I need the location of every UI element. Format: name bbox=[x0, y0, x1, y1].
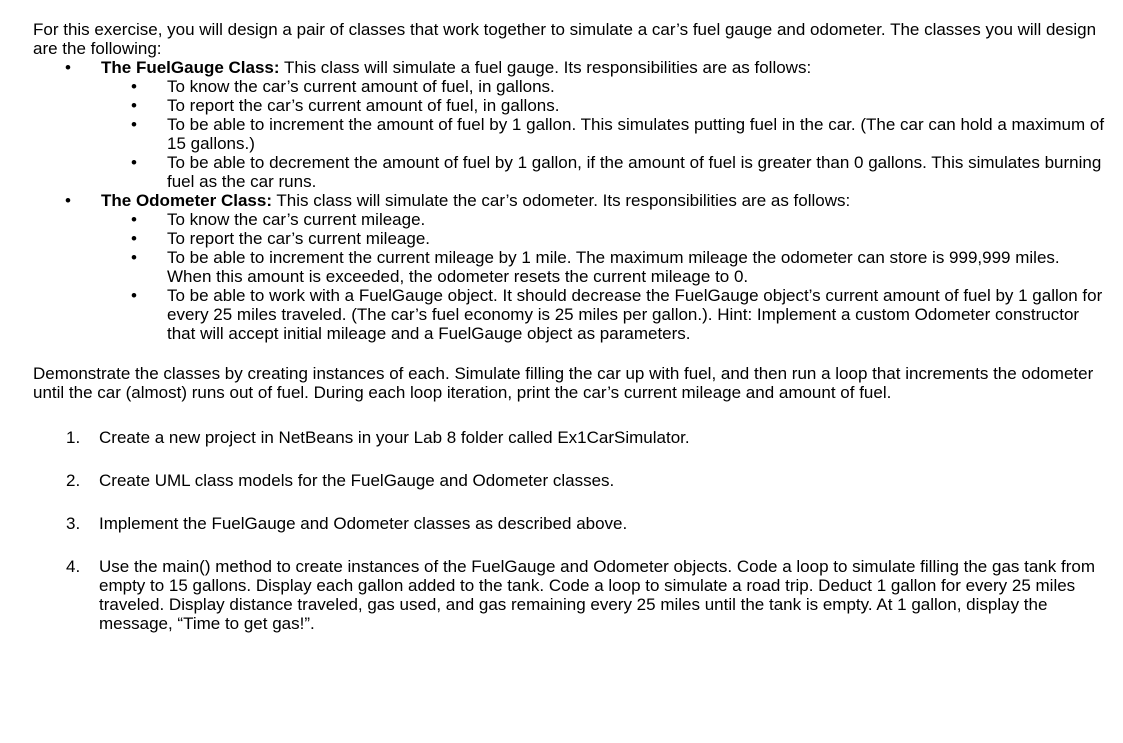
step-number: 4. bbox=[66, 557, 81, 576]
class-description-odometer: This class will simulate the car’s odometer. Its responsibilities are as follows: bbox=[272, 191, 851, 210]
assignment-document bbox=[33, 20, 1108, 633]
class-title-fuelgauge: The FuelGauge Class: bbox=[101, 58, 280, 77]
step-number: 1. bbox=[66, 428, 81, 447]
responsibility-item: • To know the car’s current mileage. bbox=[101, 210, 1108, 229]
demo-paragraph: Demonstrate the classes by creating instances of each. Simulate filling the car up with fuel, and then run a loop that increments the odometer until the car (almost) runs out of fuel. During each loop iteration, print the car’s current mileage and amount of fuel. bbox=[33, 364, 1094, 402]
step-item bbox=[33, 428, 1108, 447]
responsibility-item: • To be able to increment the current mileage by 1 mile. The maximum mileage the odometer can store is 999,999 miles. When this amount is exceeded, the odometer resets the current mileage to 0. bbox=[101, 248, 1108, 286]
responsibility-item: • To report the car’s current amount of fuel, in gallons. bbox=[101, 96, 1108, 115]
class-list bbox=[33, 58, 1108, 343]
step-number: 2. bbox=[66, 471, 81, 490]
step-text: Use the main() method to create instances of the FuelGauge and Odometer objects. Code a loop to simulate filling the gas tank from empty to 15 gallons. Display each gallon added to the tank. Code a loop to simulate a road trip. Deduct 1 gallon for every 25 miles traveled. Display distance traveled, gas used, and gas remaining every 25 miles until the tank is empty. At 1 gallon, display the message, “Time to get gas!”. bbox=[99, 557, 1095, 633]
step-text: Create a new project in NetBeans in your Lab 8 folder called Ex1CarSimulator. bbox=[99, 428, 690, 447]
fuelgauge-responsibilities bbox=[101, 77, 1108, 191]
responsibility-item: • To be able to increment the amount of fuel by 1 gallon. This simulates putting fuel in the car. (The car can hold a maximum of 15 gallons.) bbox=[101, 115, 1108, 153]
step-text: Create UML class models for the FuelGauge and Odometer classes. bbox=[99, 471, 615, 490]
class-description-fuelgauge: This class will simulate a fuel gauge. Its responsibilities are as follows: bbox=[279, 58, 812, 77]
class-title-odometer: The Odometer Class: bbox=[101, 191, 272, 210]
responsibility-item: • To report the car’s current mileage. bbox=[101, 229, 1108, 248]
steps-list bbox=[33, 428, 1108, 633]
step-text: Implement the FuelGauge and Odometer classes as described above. bbox=[99, 514, 628, 533]
odometer-responsibilities bbox=[101, 210, 1108, 343]
responsibility-item: • To be able to decrement the amount of fuel by 1 gallon, if the amount of fuel is greater than 0 gallons. This simulates burning fuel as the car runs. bbox=[101, 153, 1108, 191]
class-item-fuelgauge bbox=[33, 58, 1108, 191]
step-number: 3. bbox=[66, 514, 81, 533]
class-item-odometer bbox=[33, 191, 1108, 343]
intro-paragraph: For this exercise, you will design a pair of classes that work together to simulate a car’s fuel gauge and odometer. The classes you will design are the following: bbox=[33, 20, 1097, 58]
step-item bbox=[33, 514, 1108, 533]
responsibility-item: • To know the car’s current amount of fuel, in gallons. bbox=[101, 77, 1108, 96]
step-item bbox=[33, 471, 1108, 490]
responsibility-item: • To be able to work with a FuelGauge object. It should decrease the FuelGauge object’s current amount of fuel by 1 gallon for every 25 miles traveled. (The car’s fuel economy is 25 miles per gallon.). Hint: Implement a custom Odometer constructor that will accept initial mileage and a FuelGauge object as parameters. bbox=[101, 286, 1108, 343]
step-item bbox=[33, 557, 1108, 633]
